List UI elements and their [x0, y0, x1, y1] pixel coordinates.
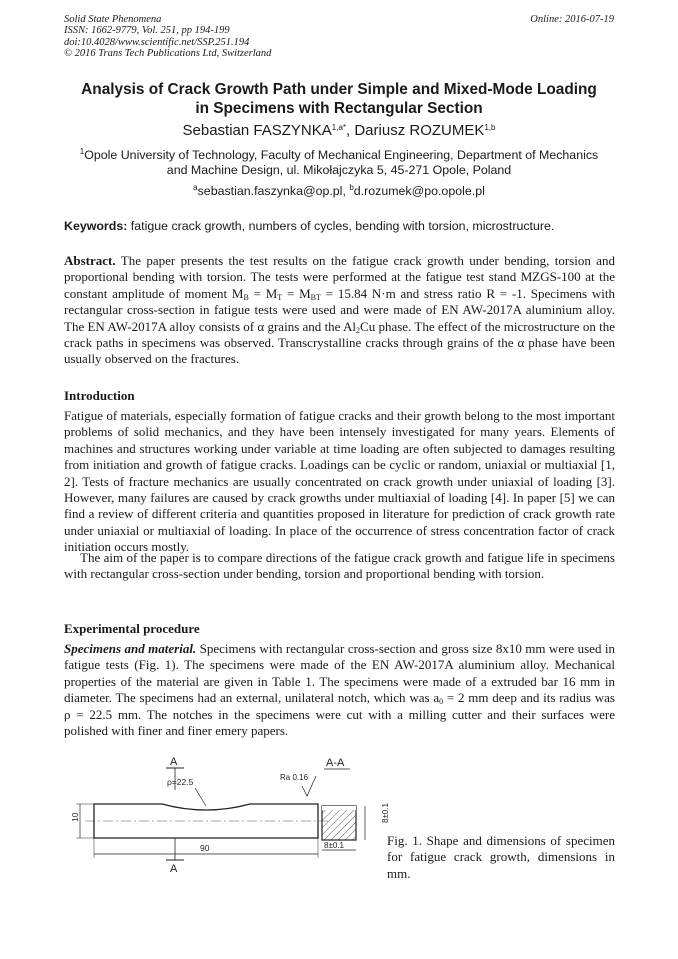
- copyright-line: © 2016 Trans Tech Publications Ltd, Switzerland: [64, 48, 272, 60]
- keywords-label: Keywords:: [64, 219, 128, 233]
- email-b-marker: b: [349, 183, 354, 192]
- section-label-bottom: A: [170, 863, 178, 875]
- subscript: 2: [356, 325, 361, 335]
- subscript: T: [277, 292, 283, 302]
- radius-label: ρ=22.5: [167, 777, 194, 787]
- specimen-drawing: [60, 750, 390, 880]
- author-2-affil: 1,b: [484, 123, 496, 132]
- height-label: 10: [70, 812, 80, 822]
- roughness-label: Ra 0.16: [280, 773, 309, 782]
- abstract-label: Abstract.: [64, 253, 116, 268]
- section-label-top: A: [170, 756, 178, 768]
- intro-paragraph-2: The aim of the paper is to compare directions of the fatigue crack growth and fatigue life in specimens with rectangular cross-section under bending, torsion and proportional bending with torsion.: [64, 550, 615, 582]
- affiliation: [40, 148, 638, 178]
- subsection-label: Specimens and material.: [64, 641, 197, 656]
- subscript: B: [243, 292, 249, 302]
- experimental-paragraph: [64, 641, 615, 739]
- width-label: 8±0.1: [324, 841, 344, 850]
- email-separator: ,: [342, 184, 350, 198]
- abstract-text: = 15.84 N·m and stress ratio R = -1. Specimens with rectangular cross-section in fatigue tests were used and were made of EN AW-2017A aluminium alloy. The EN AW-2017A alloy consists of α grains and the Al: [64, 285, 616, 334]
- section-heading-introduction: Introduction: [64, 388, 135, 403]
- author-1: Sebastian FASZYNKA: [182, 122, 332, 139]
- author-list: [40, 122, 638, 140]
- intro-paragraph-1: Fatigue of materials, especially formation of fatigue cracks and their growth belong to the most important problems of solid mechanics, and they have been intensely investigated for many years. Elements of machines and structures working under variable at time loading are often subjected to damages resulting from initiation and growth of fatigue cracks. Loadings can be cyclic or random, uniaxial or multiaxial [1, 2]. Tests of fracture mechanics are usually concentrated on crack growth under uniaxial of loading [3]. However, many failures are caused by crack growths under multiaxial of loading [4]. In paper [5] we can find a review of different criteria and quantities proposed in literature for prediction of crack growth rate under uniaxial or multiaxial of loading. In place of the occurrence of stress concentration factor of crack initiation occurs mostly.: [64, 408, 615, 555]
- online-date: Online: 2016-07-19: [530, 14, 614, 25]
- abstract-text: = M: [282, 285, 311, 301]
- title-line-2: in Specimens with Rectangular Section: [195, 100, 483, 117]
- paper-title: [40, 80, 638, 118]
- cross-section: [322, 806, 356, 840]
- length-label: 90: [200, 843, 210, 853]
- subscript: BT: [310, 292, 321, 302]
- depth-label: 8±0.1: [381, 803, 390, 823]
- affil-marker: 1: [79, 147, 85, 156]
- abstract-text: The paper presents the test results on the fatigue crack growth under bending, torsion and proportional bending with torsion. The tests were performed at the fatigue test stand MZGS-100 at the constant amplitude of moment M: [64, 253, 615, 301]
- section-view-label: A-A: [326, 757, 345, 769]
- abstract: [64, 253, 615, 368]
- section-heading-experimental: Experimental procedure: [64, 621, 200, 636]
- affil-line-2: and Machine Design, ul. Mikołajczyka 5, 45-271 Opole, Poland: [166, 163, 512, 177]
- abstract-text: Cu phase. The effect of the microstructure on the crack paths in specimens was observed. Transcrystalline cracks through grains of the α phase have been usually observed on the fractures.: [64, 318, 615, 367]
- author-separator: ,: [346, 122, 355, 139]
- affil-line-1: Opole University of Technology, Faculty of Mechanical Engineering, Department of Mechanics: [84, 148, 599, 162]
- author-1-affil: 1,a*: [331, 123, 346, 132]
- subscript: 0: [439, 697, 444, 707]
- keywords: [64, 219, 616, 234]
- journal-name: Solid State Phenomena: [64, 14, 162, 25]
- email-a[interactable]: sebastian.faszynka@op.pl: [197, 184, 343, 198]
- figure-caption: Fig. 1. Shape and dimensions of specimen for fatigue crack growth, dimensions in mm.: [387, 833, 615, 881]
- experimental-text: = 2 mm deep and its radius was ρ = 22.5 mm. The notches in the specimens were cut with a milling cutter and their surfaces were polished with finer and finer emery papers.: [64, 690, 615, 739]
- experimental-text: Specimens with rectangular cross-section and gross size 8x10 mm were used in fatigue tests (Fig. 1). The specimens were made of the EN AW-2017A aluminium alloy. Mechanical properties of the material are given in Table 1. The specimens were made of a extruded bar 16 mm in diameter. The specimens had an external, unilateral notch, which was a: [64, 641, 615, 706]
- cross-section-notch: [322, 806, 356, 810]
- email-a-marker: a: [193, 183, 198, 192]
- issn-line: ISSN: 1662-9779, Vol. 251, pp 194-199: [64, 25, 230, 37]
- doi-line: doi:10.4028/www.scientific.net/SSP.251.194: [64, 36, 250, 48]
- keywords-text: fatigue crack growth, numbers of cycles, bending with torsion, microstructure.: [127, 219, 555, 233]
- email-b[interactable]: d.rozumek@po.opole.pl: [353, 184, 485, 198]
- author-2: Dariusz ROZUMEK: [354, 122, 485, 139]
- email-line: [40, 184, 638, 199]
- title-line-1: Analysis of Crack Growth Path under Simple and Mixed-Mode Loading: [81, 81, 597, 98]
- abstract-text: = M: [248, 285, 278, 301]
- radius-leader: [195, 788, 206, 806]
- running-header: [64, 14, 614, 60]
